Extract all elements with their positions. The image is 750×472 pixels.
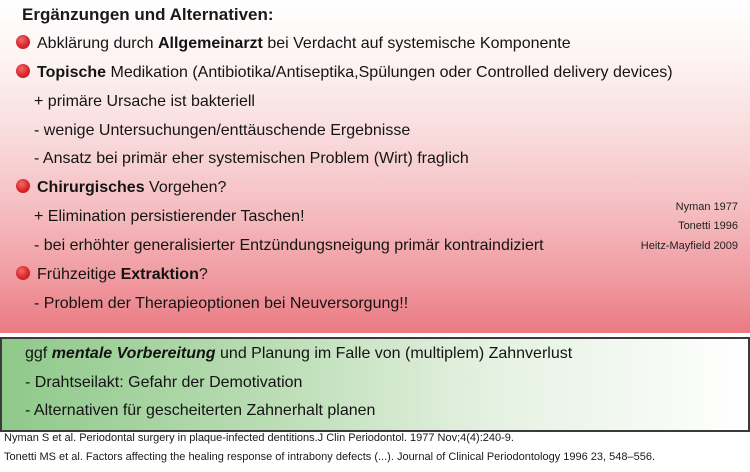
- sub-item: - bei erhöhter generalisierter Entzündungsneigung primär kontraindiziert: [34, 237, 544, 254]
- bullet-item-allgemeinarzt: [16, 35, 571, 53]
- red-bullet-icon: [16, 64, 30, 78]
- side-reference: Nyman 1977: [675, 201, 738, 213]
- item-text: Abklärung durch: [37, 35, 158, 52]
- item-bold: Topische: [37, 64, 107, 81]
- bullet-item-chirurgisches: [16, 179, 226, 197]
- item-text: Frühzeitige: [37, 266, 121, 283]
- bullet-item-topische: [16, 64, 673, 82]
- sub-item: + Elimination persistierender Taschen!: [34, 208, 305, 225]
- callout-line-3: - Alternativen für gescheiterten Zahnerhalt planen: [25, 402, 376, 419]
- callout-emphasis: mentale Vorbereitung: [51, 345, 216, 362]
- side-reference: Tonetti 1996: [678, 220, 738, 232]
- side-reference: Heitz-Mayfield 2009: [640, 240, 738, 252]
- item-text: Medikation (Antibiotika/Antiseptika,Spülungen oder Controlled delivery devices): [106, 64, 673, 81]
- callout-line-1: [25, 345, 572, 363]
- callout-text: ggf: [25, 345, 52, 362]
- bullet-item-extraktion: [16, 266, 208, 284]
- green-callout-box: [0, 337, 750, 432]
- item-bold: Allgemeinarzt: [157, 35, 263, 52]
- item-bold: Extraktion: [120, 266, 199, 283]
- red-bullet-icon: [16, 179, 30, 193]
- red-bullet-icon: [16, 266, 30, 280]
- sub-item: - Problem der Therapieoptionen bei Neuversorgung!!: [34, 295, 409, 312]
- red-bullet-icon: [16, 35, 30, 49]
- item-bold: Chirurgisches: [37, 179, 145, 196]
- callout-text: und Planung im Falle von (multiplem) Zahnverlust: [215, 345, 573, 362]
- footnote-reference: Tonetti MS et al. Factors affecting the healing response of intrabony defects (...). Journal of Clinical Periodontology 1996 23, 548–556.: [4, 451, 656, 463]
- footnote-reference: Nyman S et al. Periodontal surgery in plaque-infected dentitions.J Clin Periodontol. 1977 Nov;4(4):240-9.: [4, 432, 514, 444]
- slide-title: Ergänzungen und Alternativen:: [22, 5, 274, 24]
- sub-item: + primäre Ursache ist bakteriell: [34, 93, 255, 110]
- item-text: Vorgehen?: [144, 179, 227, 196]
- item-text: ?: [198, 266, 208, 283]
- callout-line-2: - Drahtseilakt: Gefahr der Demotivation: [25, 374, 303, 391]
- sub-item: - wenige Untersuchungen/enttäuschende Ergebnisse: [34, 122, 411, 139]
- sub-item: - Ansatz bei primär eher systemischen Problem (Wirt) fraglich: [34, 150, 469, 167]
- item-text: bei Verdacht auf systemische Komponente: [262, 35, 571, 52]
